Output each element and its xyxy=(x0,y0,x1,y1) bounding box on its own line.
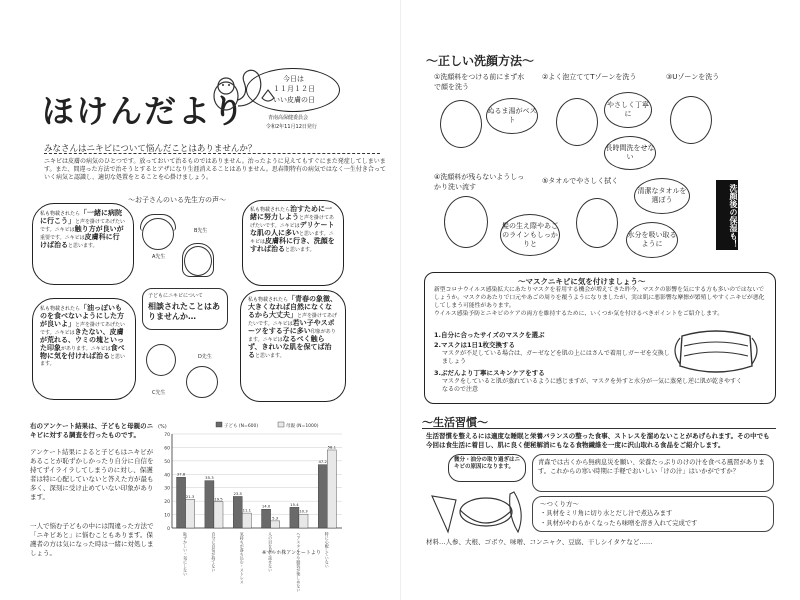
chart-bar xyxy=(290,507,299,528)
teacher-d-label: D先生 xyxy=(198,354,212,360)
mask-heading: ～マスクニキビに気を付けましょう～ xyxy=(518,277,646,286)
chart-category-label: 恥ずかしい・気にしない xyxy=(183,532,189,576)
wash-face-2 xyxy=(556,98,598,146)
mask-point-3-title: 3.ぶだんより丁寧にスキンケアをする xyxy=(434,369,545,377)
chart-legend-swatch xyxy=(216,422,222,427)
chart-data-label: 10.3 xyxy=(299,508,308,514)
chart-bar xyxy=(327,450,336,528)
chart-ytick-label: 10 xyxy=(164,513,170,519)
mask-point-1-title: 1.自分に合ったサイズのマスクを選ぶ xyxy=(434,331,545,339)
chart-data-label: 21.3 xyxy=(185,493,195,499)
bubble-a-text: 私も物載されたら「一緒に病院に行こう」と声を掛けてあげたいです。ニキビは触り方が良いが重要です。ニキビは皮膚科に行けば治ると思います。 xyxy=(40,209,126,249)
chart-bar xyxy=(262,509,271,528)
recipe-step-1: ・具材をミリ角に切り水とだし汁で煮込みます xyxy=(540,510,673,517)
chart-bar xyxy=(177,477,186,528)
right-page xyxy=(400,0,800,600)
issue-date: 令和2年11月12日発行 xyxy=(266,124,317,130)
chart-data-label: 5.3 xyxy=(272,515,279,521)
date-line3: いい皮膚の日 xyxy=(273,96,315,104)
tip-cloud-6: 水分を吸い取るように xyxy=(626,222,678,258)
chart-category-label: 人の目を見て話せない xyxy=(268,532,274,572)
survey-text1: アンケート結果によると子どもはニキビがあることが恥ずかしかったり自分に自信を持てずイライラしてしまうのに対し、保護者は特に心配していないと答えた方が最も多く、深刻に受け止めていない印象があります。 xyxy=(30,448,154,501)
chart-ytick-label: 0 xyxy=(167,527,170,532)
chart-category-label: 特に心配していない xyxy=(324,532,330,568)
chart-data-label: 15.4 xyxy=(290,501,299,507)
chart-data-label: 37.8 xyxy=(176,471,186,477)
chart-category-label: ヘアスタイルや服装が楽しめない xyxy=(296,532,302,592)
chart-legend-swatch xyxy=(278,422,284,427)
step-2: ②よく泡立ててTゾーンを洗う xyxy=(542,73,637,81)
chart-bar xyxy=(214,502,223,528)
tip-cloud-3: 長時間洗をせない xyxy=(604,136,656,170)
chart-data-label: 11.1 xyxy=(242,507,252,513)
chart-bar xyxy=(205,481,214,528)
bubble-d-text: 私も物載されたら「青春の象徴、大きくなれば自然になくなるから大丈夫」と声を掛けてあげたいです。ニキビは若い子やスポーツをする子に多い印象があります。ニキビはなるべく触らず、きれいな肌を保てば治ると思います。 xyxy=(248,295,338,359)
life-text: 生活習慣を整えるには適度な睡眠と栄養バランスの整った食事、ストレスを溜めないことがあげられます。その中でも今回は食生活に着目し、肌に良く便秘解消にもなる食物繊維を一度に沢山取れる食品をご紹介します。 xyxy=(426,432,770,449)
step-5: ⑤タオルでやさしく拭く xyxy=(542,177,619,185)
mask-icon xyxy=(668,326,764,378)
date-bubble xyxy=(246,68,340,112)
wash-heading: ～正しい洗顔方法～ xyxy=(426,54,535,68)
wash-face-3 xyxy=(670,96,712,144)
chart-data-label: 47.2 xyxy=(318,459,327,465)
wash-face-4 xyxy=(444,196,488,248)
mask-intro: 新型コロナウイルス感染拡大にあたりマスクを着用する機会が増えてきた昨今、マスクの影響を気にする方も多いのではないでしょうか。マスクのあたりで口元やあごの周りを覆うようになりましたが、実は肌に悪影響な摩擦が繁殖しやすくニキビが悪化してしまう可能性があります。 xyxy=(434,287,765,309)
question-underline xyxy=(44,153,380,154)
mask-intro-2: ウイルス感染予防とニキビのケアの両方を維持するために、いくつか気を付けるべきポイントをご紹介します。 xyxy=(434,311,724,317)
chart-bar xyxy=(242,513,251,528)
step-3: ③Uゾーンを洗う xyxy=(666,73,720,81)
date-line1: 今日は xyxy=(283,75,304,83)
wash-face-1 xyxy=(440,100,482,148)
date-line2: １１月１２日 xyxy=(273,85,315,93)
chart-bar xyxy=(233,496,242,528)
life-heading-rule xyxy=(422,428,776,429)
teacher-b-hair xyxy=(182,243,214,277)
ingredients: 材料…人参、大根、ゴボウ、味噌、コンニャク、豆腐、干しシイタケなど…… xyxy=(426,538,653,546)
chart-bar xyxy=(271,521,280,528)
chart-ytick-label: 20 xyxy=(164,500,170,506)
tip-cloud-4: 清潔なタオルを選ぼう xyxy=(634,178,690,214)
doctors-heading: ～お子さんのいる先生方の声～ xyxy=(128,196,226,204)
center-box-line1: 子どもにニキビについて xyxy=(148,293,203,299)
recipe-heading: ～つくり方～ xyxy=(540,500,579,508)
chart-ytick-label: 60 xyxy=(164,446,170,452)
teacher-d-avatar xyxy=(186,366,218,398)
tip-cloud-1: ぬるま湯がベスト xyxy=(486,98,538,134)
tip-cloud-2: やさしく丁寧に xyxy=(604,92,652,128)
step-4: ④洗顔料が残らないようしっかり洗い流す xyxy=(434,173,525,191)
survey-heading: 右のアンケート結果は、子どもと母親のニキビに対する調査を行ったものです。 xyxy=(30,422,154,439)
chart-data-label: 14.0 xyxy=(261,503,271,509)
bubble-c-text: 私も物載されたら「油っぽいものを食べないようにした方が良いよ」と声を掛けてあげたいです。ニキビはきたない、皮膚が荒れる、ウミの塊といった印象があります。ニキビは食べ物に気を付ければ治ると思います。 xyxy=(40,304,126,367)
teacher-c-avatar xyxy=(146,344,176,376)
chart-source: ※マルホ株アンケートより xyxy=(262,550,321,556)
newsletter-title: ほけんだより xyxy=(42,92,247,130)
teacher-a-label: A先生 xyxy=(152,254,166,260)
publisher: 青南高保健委員会 xyxy=(268,115,309,121)
mask-point-2-title: 2.マスクは1日1枚交換する xyxy=(434,341,516,349)
center-box-line2: 相談されたことはありませんか… xyxy=(148,302,220,321)
chart-data-label: 58.1 xyxy=(327,444,337,450)
chart-ytick-label: 30 xyxy=(164,486,170,492)
chart-ytick-label: 50 xyxy=(164,459,170,465)
chart-legend-label: 母親 (N=1000) xyxy=(286,424,319,429)
moisturize-note: 洗顔後の保湿も！ xyxy=(729,184,738,248)
veg-bubble-text: 微分・油分の取り過ぎはニキビの原因になります。 xyxy=(454,457,521,470)
survey-text2: 一人で悩む子どもの中には間違った方法で「ニキビあと」に悩むこともあります。保護者の方は気になった時は一緒に対処しましょう。 xyxy=(30,522,154,557)
bubble-b-text: 私も物載されたら治すために一緒に努力しようと声を掛けてあげたいです。ニキビはデリケートな肌の人に多いと思います。ニキビは皮膚科に行き、洗顔をすれば治ると思います。 xyxy=(250,205,335,253)
chart-ytick-label: 40 xyxy=(164,473,170,479)
wash-face-5 xyxy=(576,198,618,248)
teacher-a-hair xyxy=(140,214,176,231)
mask-point-3-body: マスクをしていると肌が蒸れているように感じますが、マスクを外すと水分が一気に蒸発し逆に肌が乾きやすくなるので注意 xyxy=(442,378,743,393)
recipe-step-2: ・具材がやわらかくなったら味噌を溶き入れて完成です xyxy=(540,520,698,527)
chart-ylabel: (%) xyxy=(158,424,167,430)
chart-ytick-label: 70 xyxy=(164,433,170,438)
chart-legend-label: 子ども (N=600) xyxy=(224,424,259,429)
teacher-c-label: C先生 xyxy=(152,390,166,396)
chart-category-label: 自分に自信が持てない xyxy=(211,532,217,572)
tip-cloud-5: 髪の生え際やあごのラインもしっかりと xyxy=(500,214,560,256)
chart-data-label: 19.5 xyxy=(214,496,223,502)
chart-data-label: 23.5 xyxy=(233,490,242,496)
teacher-b-label: B先生 xyxy=(194,228,208,234)
chart-data-label: 35.3 xyxy=(205,475,214,481)
intro-text: ニキビは皮膚の病気のひとつです。放っておいて治るものではありません。治ったように見えてもすぐにまた発症してしまいます。また、間違った方法で治そうとするとアザになり生涯消えることはありません。思春期特有の病気ではなく一生付き合っていく病気と認識し、適切な処置をとることを心掛けましょう。 xyxy=(44,158,386,181)
step-1: ①洗顔料をつける前にまず水で顔を洗う xyxy=(434,73,525,91)
question-heading: みなさんはニキビについて悩んだことはありませんか？ xyxy=(44,144,257,154)
mask-point-2-body: マスクが不足している場合は、ガーゼなどを肌の上にはさんで着用しガーゼを交換しましょう xyxy=(442,350,670,365)
life-heading: ～生活習慣～ xyxy=(422,416,488,429)
chart-category-label: 気持ちが落ち込む・ストレス xyxy=(239,532,245,584)
chart-bar xyxy=(186,499,195,528)
recipe-intro: 青森では古くから無病息災を願い、栄養たっぷりのけの汁を食べる風習があります。これからの寒い時期に手軽でおいしい「けの汁」はいかがですか？ xyxy=(538,459,765,475)
chart-bar xyxy=(299,514,308,528)
chart-bar xyxy=(318,465,327,528)
